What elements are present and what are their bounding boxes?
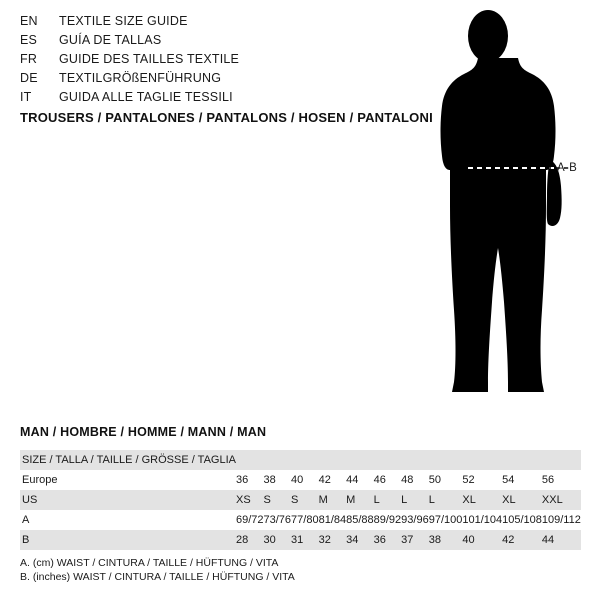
language-text-es: GUÍA DE TALLAS xyxy=(59,33,162,47)
language-code-fr: FR xyxy=(20,52,38,66)
cell: 69/72 xyxy=(235,514,264,526)
cell: 38 xyxy=(429,530,463,550)
category-title: TROUSERS / PANTALONES / PANTALONS / HOSEN / PANTALONI xyxy=(20,110,433,125)
cell: 36 xyxy=(235,474,249,486)
cell: 89/92 xyxy=(373,514,402,526)
cell: 105/108 xyxy=(502,514,542,526)
cell: 81/84 xyxy=(318,514,347,526)
cell: M xyxy=(319,490,347,510)
cell: 38 xyxy=(263,474,276,486)
row-label: SIZE / TALLA / TAILLE / GRÖSSE / TAGLIA xyxy=(20,450,236,470)
cell xyxy=(502,450,542,470)
cell xyxy=(264,450,292,470)
language-code-es: ES xyxy=(20,33,38,47)
row-label: B xyxy=(20,530,236,550)
cell: 109/112 xyxy=(541,514,581,526)
measurement-label-ab: A-B xyxy=(557,162,578,174)
cell: 32 xyxy=(319,530,347,550)
footnote-a: A. (cm) WAIST / CINTURA / TAILLE / HÜFTUNG / VITA xyxy=(20,557,279,569)
cell: 73/76 xyxy=(263,514,292,526)
language-row-fr xyxy=(20,52,400,71)
cell: 44 xyxy=(542,530,581,550)
cell: 42 xyxy=(318,474,331,486)
cell: S xyxy=(264,490,292,510)
language-code-en: EN xyxy=(20,14,38,28)
cell xyxy=(462,450,502,470)
table-title: MAN / HOMBRE / HOMME / MANN / MAN xyxy=(20,425,267,439)
cell: L xyxy=(401,490,429,510)
language-code-de: DE xyxy=(20,71,38,85)
cell: 31 xyxy=(291,530,319,550)
row-label: US xyxy=(20,490,236,510)
cell: 48 xyxy=(401,474,414,486)
language-text-de: TEXTILGRÖßENFÜHRUNG xyxy=(59,71,222,85)
cell xyxy=(401,450,429,470)
cell: XL xyxy=(462,490,502,510)
language-row-de xyxy=(20,71,400,90)
cell: L xyxy=(429,490,463,510)
cell: 42 xyxy=(502,530,542,550)
male-figure-silhouette xyxy=(420,10,590,410)
cell: XL xyxy=(502,490,542,510)
size-table xyxy=(20,450,581,550)
cell xyxy=(542,450,581,470)
language-row-es xyxy=(20,33,400,52)
cell: 54 xyxy=(502,474,515,486)
footnote-b: B. (inches) WAIST / CINTURA / TAILLE / HÜFTUNG / VITA xyxy=(20,571,295,583)
cell xyxy=(374,450,402,470)
language-code-it: IT xyxy=(20,90,32,104)
figure-illustration xyxy=(420,10,590,410)
cell: S xyxy=(291,490,319,510)
cell: 85/88 xyxy=(346,514,374,526)
cell: 50 xyxy=(428,474,441,486)
cell: 34 xyxy=(346,530,374,550)
row-label: Europe xyxy=(22,474,58,486)
cell: 37 xyxy=(401,530,429,550)
cell: 93/96 xyxy=(401,514,429,526)
cell xyxy=(346,450,374,470)
language-list xyxy=(20,14,400,109)
cell: 101/104 xyxy=(462,514,503,526)
table-row xyxy=(20,510,581,530)
cell: L xyxy=(374,490,402,510)
cell: 44 xyxy=(346,474,359,486)
cell: 40 xyxy=(462,530,502,550)
cell: 97/100 xyxy=(428,514,463,526)
cell: 77/80 xyxy=(291,514,319,526)
cell xyxy=(236,450,264,470)
cell: 52 xyxy=(462,474,475,486)
cell: 46 xyxy=(373,474,386,486)
cell: 40 xyxy=(291,474,304,486)
table-row xyxy=(20,530,581,550)
table-row xyxy=(20,470,581,490)
cell: XXL xyxy=(542,490,581,510)
language-row-it xyxy=(20,90,400,109)
cell: 56 xyxy=(541,474,555,486)
language-row-en xyxy=(20,14,400,33)
language-text-it: GUIDA ALLE TAGLIE TESSILI xyxy=(59,90,233,104)
cell xyxy=(319,450,347,470)
cell: 28 xyxy=(236,530,264,550)
cell: XS xyxy=(236,490,264,510)
cell: M xyxy=(346,490,374,510)
footnotes xyxy=(20,556,295,584)
table-row xyxy=(20,490,581,510)
cell xyxy=(291,450,319,470)
table-row xyxy=(20,450,581,470)
language-text-fr: GUIDE DES TAILLES TEXTILE xyxy=(59,52,240,66)
cell xyxy=(429,450,463,470)
cell: 30 xyxy=(264,530,292,550)
language-text-en: TEXTILE SIZE GUIDE xyxy=(59,14,188,28)
row-label: A xyxy=(22,514,30,526)
cell: 36 xyxy=(374,530,402,550)
